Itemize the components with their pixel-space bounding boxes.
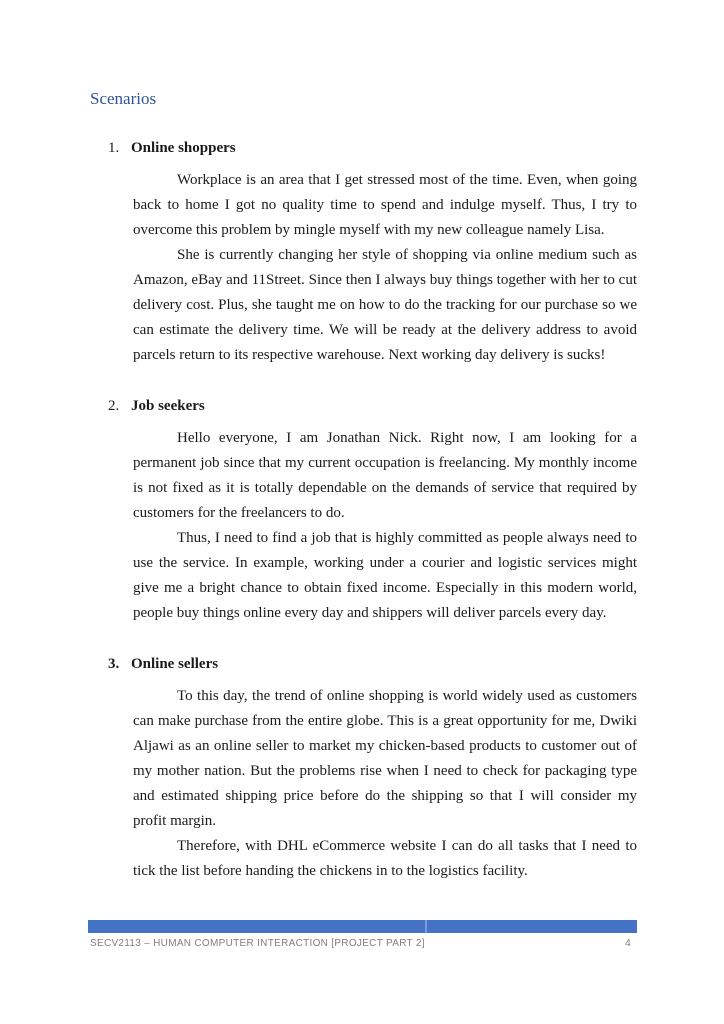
document-content — [90, 88, 637, 884]
section-online-shoppers — [90, 136, 637, 368]
footer-accent-bar — [88, 920, 637, 933]
paragraph: Therefore, with DHL eCommerce website I can do all tasks that I need to tick the list before handing the chickens in to the logistics facility. — [133, 838, 637, 879]
section-heading — [108, 394, 637, 419]
page-footer — [90, 938, 637, 949]
paragraph: Workplace is an area that I get stressed most of the time. Even, when going back to home I got no quality time to spend and indulge myself. Thus, I try to overcome this problem by mingle myself with my new colleague namely Lisa. — [133, 172, 637, 238]
section-title: Online sellers — [131, 656, 219, 672]
page-title: Scenarios — [90, 89, 157, 108]
paragraph: To this day, the trend of online shopping is world widely used as customers can make purchase from the entire globe. This is a great opportunity for me, Dwiki Aljawi as an online seller to market my chicken-based products to customer out of my mother nation. But the problems rise when I need to check for packaging type and estimated shipping price before do the shipping so that I will consider my profit margin. — [133, 688, 637, 829]
section-title: Online shoppers — [131, 140, 236, 156]
footer-bar-divider — [425, 920, 427, 933]
section-title: Job seekers — [131, 398, 205, 414]
paragraph: She is currently changing her style of shopping via online medium such as Amazon, eBay and 11Street. Since then I always buy things together with her to cut delivery cost. Plus, she taught me on how to do the tracking for our purchase so we can estimate the delivery time. We will be ready at the delivery address to avoid parcels return to its respective warehouse. Next working day delivery is sucks! — [133, 247, 637, 363]
section-number: 1. — [108, 140, 120, 156]
section-online-sellers — [90, 652, 637, 884]
footer-page-number: 4 — [625, 938, 631, 949]
paragraph: Thus, I need to find a job that is highly committed as people always need to use the service. In example, working under a courier and logistic services might give me a bright chance to obtain fixed income. Especially in this modern world, people buy things online every day and shippers will deliver parcels every day. — [133, 530, 637, 621]
section-number: 3. — [108, 656, 120, 672]
section-number: 2. — [108, 398, 120, 414]
section-heading — [108, 652, 637, 677]
paragraph: Hello everyone, I am Jonathan Nick. Right now, I am looking for a permanent job since that my current occupation is freelancing. My monthly income is not fixed as it is totally dependable on the demands of service that required by customers for the freelancers to do. — [133, 430, 637, 521]
section-job-seekers — [90, 394, 637, 626]
footer-course-label: SECV2113 – HUMAN COMPUTER INTERACTION [PROJECT PART 2] — [90, 938, 425, 949]
section-heading — [108, 136, 637, 161]
